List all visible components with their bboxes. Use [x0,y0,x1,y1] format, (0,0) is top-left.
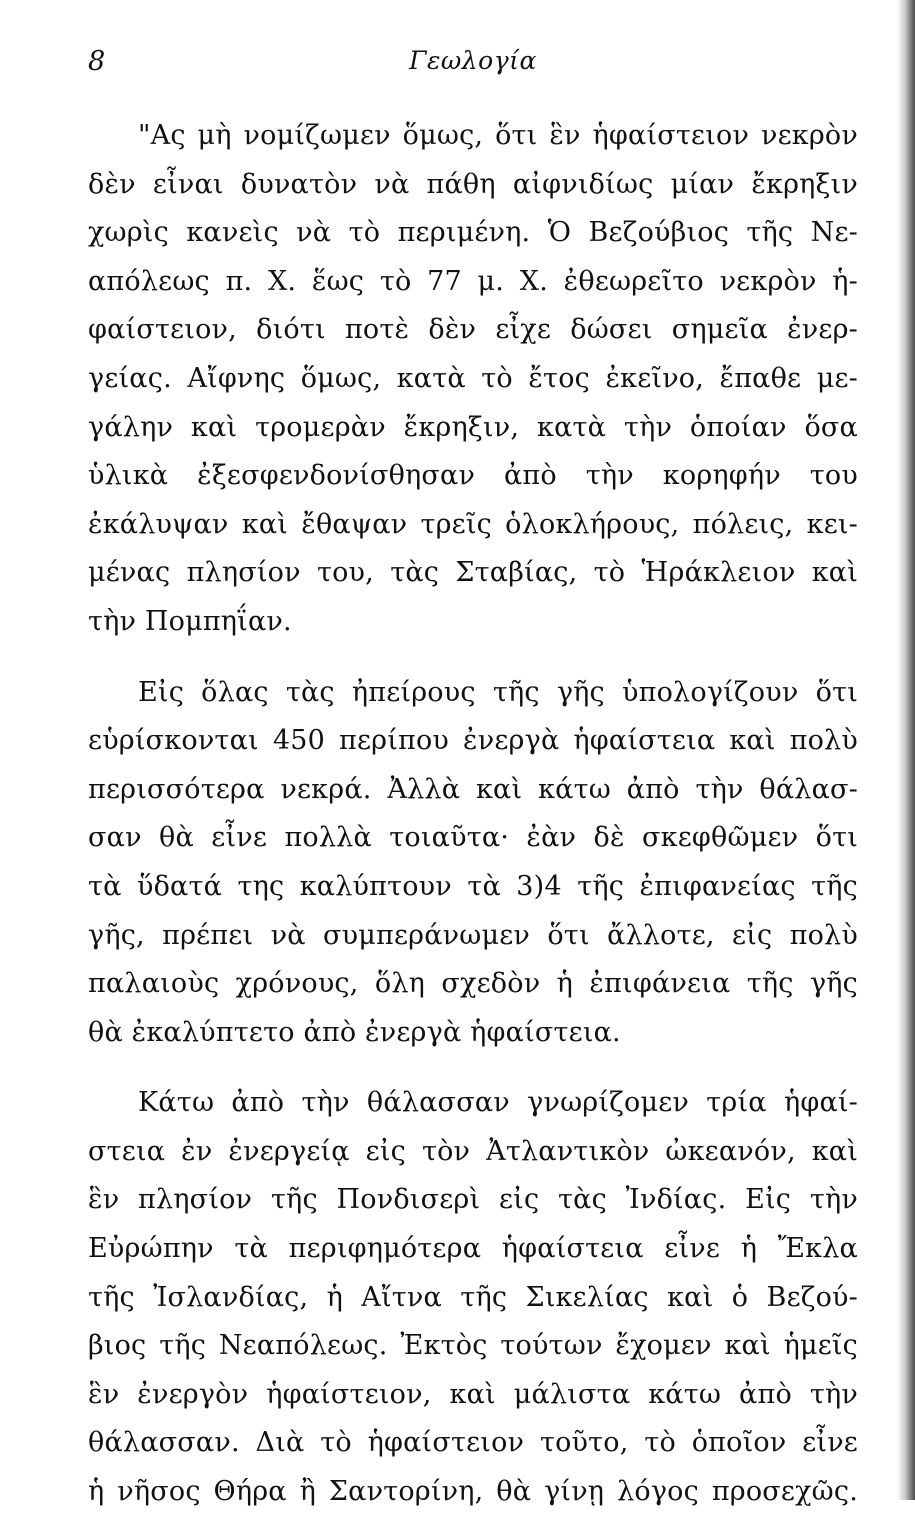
body-text [88,112,858,1539]
text-line: παλαιοὺς χρόνους, ὅλη σχεδὸν ἡ ἐπιφάνεια τῆς γῆς [88,968,858,1000]
text-line: βιος τῆς Νεαπόλεως. Ἐκτὸς τούτων ἔχομεν καὶ ἡμεῖς [88,1330,858,1362]
text-line: Εὐρώπην τὰ περιφημότερα ἡφαίστεια εἶνε ἡ Ἔκλα [88,1233,858,1265]
page-edge-shadow [897,0,915,1500]
text-line: δὲν εἶναι δυνατὸν νὰ πάθη αἰφνιδίως μίαν ἔκρηξιν [88,168,858,200]
text-line: γάλην καὶ τρομερὰν ἔκρηξιν, κατὰ τὴν ὁποίαν ὅσα [88,411,858,443]
text-line: θάλασσαν. Διὰ τὸ ἡφαίστειον τοῦτο, τὸ ὁποῖον εἶνε [88,1427,858,1459]
paragraph-3 [88,1079,858,1516]
text-line: ἓν ἐνεργὸν ἡφαίστειον, καὶ μάλιστα κάτω ἀπὸ τὴν [88,1378,858,1410]
text-line: τῆς Ἰσλανδίας, ἡ Αἴτνα τῆς Σικελίας καὶ ὁ Βεζού- [88,1281,858,1313]
paragraph-2 [88,669,858,1058]
text-line: γῆς, πρέπει νὰ συμπεράνωμεν ὅτι ἄλλοτε, εἰς πολὺ [88,919,858,951]
text-line: τὴν Πομπηΐαν. [88,605,292,637]
text-line: σαν θὰ εἶνε πολλὰ τοιαῦτα· ἐὰν δὲ σκεφθῶμεν ὅτι [88,822,858,854]
text-line: ὑλικὰ ἐξεσφενδονίσθησαν ἀπὸ τὴν κορηφήν του [88,460,858,492]
text-line: Εἰς ὅλας τὰς ἠπείρους τῆς γῆς ὑπολογίζουν ὅτι [138,676,858,708]
page-header [88,46,858,82]
text-line: φαίστειον, διότι ποτὲ δὲν εἶχε δώσει σημεῖα ἐνερ- [88,314,858,346]
text-line: περισσότερα νεκρά. Ἀλλὰ καὶ κάτω ἀπὸ τὴν θάλασ- [88,773,858,805]
text-line: θὰ ἐκαλύπτετο ἀπὸ ἐνεργὰ ἡφαίστεια. [88,1016,621,1048]
text-line: στεια ἐν ἐνεργείᾳ εἰς τὸν Ἀτλαντικὸν ὠκεανόν, καὶ [88,1135,858,1167]
running-title: Γεωλογία [409,46,537,75]
text-line: μένας πλησίον του, τὰς Σταβίας, τὸ Ἡράκλειον καὶ [88,557,858,589]
text-line: γείας. Αἴφνης ὅμως, κατὰ τὸ ἔτος ἐκεῖνο, ἔπαθε με- [88,362,858,394]
text-line: χωρὶς κανεὶς νὰ τὸ περιμένη. Ὁ Βεζούβιος τῆς Νε- [88,217,858,249]
paragraph-1 [88,112,858,647]
text-line: απόλεως π. Χ. ἕως τὸ 77 μ. Χ. ἐθεωρεῖτο νεκρὸν ἡ- [88,265,858,297]
page-number: 8 [88,46,106,77]
text-line: "Ας μὴ νομίζωμεν ὅμως, ὅτι ἓν ἡφαίστειον νεκρὸν [138,120,858,151]
text-line: εὑρίσκονται 450 περίπου ἐνεργὰ ἡφαίστεια καὶ πολὺ [88,725,858,757]
text-line: ἡ νῆσος Θήρα ἢ Σαντορίνη, θὰ γίνῃ λόγος προσεχῶς. [88,1476,858,1508]
text-line: ἐκάλυψαν καὶ ἔθαψαν τρεῖς ὁλοκλήρους, πόλεις, κει- [88,508,858,540]
text-line: τὰ ὕδατά της καλύπτουν τὰ 3)4 τῆς ἐπιφανείας τῆς [88,870,858,902]
text-line: Κάτω ἀπὸ τὴν θάλασσαν γνωρίζομεν τρία ἡφαί- [138,1087,858,1119]
text-line: ἓν πλησίον τῆς Πονδισερὶ εἰς τὰς Ἰνδίας. Εἰς τὴν [88,1184,858,1216]
